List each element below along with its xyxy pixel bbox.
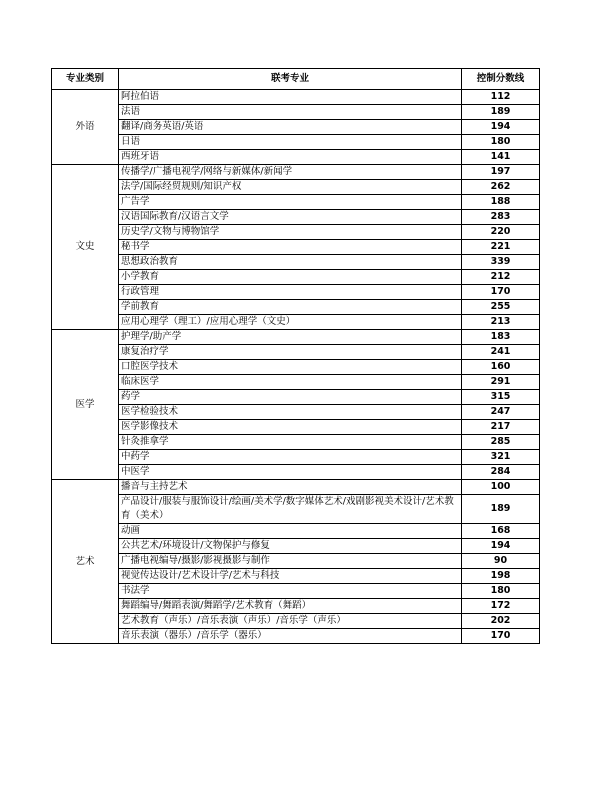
score-cell: 90 [462, 554, 540, 569]
major-cell: 药学 [119, 390, 462, 405]
score-cell: 315 [462, 390, 540, 405]
major-cell: 西班牙语 [119, 150, 462, 165]
score-cell: 141 [462, 150, 540, 165]
table-row [52, 584, 540, 599]
major-cell: 口腔医学技术 [119, 360, 462, 375]
score-table [51, 68, 540, 644]
header-major: 联考专业 [119, 69, 462, 90]
major-cell: 艺术教育（声乐）/音乐表演（声乐）/音乐学（声乐） [119, 614, 462, 629]
major-cell: 应用心理学（理工）/应用心理学（文史） [119, 315, 462, 330]
score-cell: 285 [462, 435, 540, 450]
table-row [52, 165, 540, 180]
category-cell: 艺术 [52, 480, 119, 644]
table-row [52, 90, 540, 105]
major-cell: 广告学 [119, 195, 462, 210]
table-row [52, 210, 540, 225]
major-cell: 翻译/商务英语/英语 [119, 120, 462, 135]
table-row [52, 390, 540, 405]
major-cell: 行政管理 [119, 285, 462, 300]
major-cell: 视觉传达设计/艺术设计学/艺术与科技 [119, 569, 462, 584]
score-cell: 283 [462, 210, 540, 225]
score-cell: 284 [462, 465, 540, 480]
table-row [52, 270, 540, 285]
table-row [52, 120, 540, 135]
major-cell: 医学影像技术 [119, 420, 462, 435]
score-cell: 189 [462, 105, 540, 120]
score-cell: 194 [462, 539, 540, 554]
major-cell: 中药学 [119, 450, 462, 465]
table-row [52, 285, 540, 300]
score-cell: 189 [462, 495, 540, 524]
major-cell: 产品设计/服装与服饰设计/绘画/美术学/数字媒体艺术/戏剧影视美术设计/艺术教育（美术） [119, 495, 462, 524]
table-row [52, 225, 540, 240]
major-cell: 传播学/广播电视学/网络与新媒体/新闻学 [119, 165, 462, 180]
major-cell: 播音与主持艺术 [119, 480, 462, 495]
score-cell: 221 [462, 240, 540, 255]
table-row [52, 345, 540, 360]
major-cell: 康复治疗学 [119, 345, 462, 360]
score-cell: 241 [462, 345, 540, 360]
major-cell: 日语 [119, 135, 462, 150]
score-cell: 172 [462, 599, 540, 614]
header-score: 控制分数线 [462, 69, 540, 90]
score-cell: 213 [462, 315, 540, 330]
major-cell: 临床医学 [119, 375, 462, 390]
score-cell: 112 [462, 90, 540, 105]
major-cell: 秘书学 [119, 240, 462, 255]
score-cell: 321 [462, 450, 540, 465]
table-row [52, 629, 540, 644]
table-row [52, 375, 540, 390]
major-cell: 护理学/助产学 [119, 330, 462, 345]
score-cell: 170 [462, 285, 540, 300]
table-row [52, 330, 540, 345]
table-row [52, 480, 540, 495]
score-cell: 194 [462, 120, 540, 135]
major-cell: 法语 [119, 105, 462, 120]
table-row [52, 554, 540, 569]
table-row [52, 539, 540, 554]
table-row [52, 255, 540, 270]
major-cell: 中医学 [119, 465, 462, 480]
score-cell: 180 [462, 584, 540, 599]
table-row [52, 240, 540, 255]
major-cell: 广播电视编导/摄影/影视摄影与制作 [119, 554, 462, 569]
major-cell: 汉语国际教育/汉语言文学 [119, 210, 462, 225]
major-cell: 动画 [119, 524, 462, 539]
table-row [52, 614, 540, 629]
score-cell: 188 [462, 195, 540, 210]
major-cell: 针灸推拿学 [119, 435, 462, 450]
table-row [52, 180, 540, 195]
category-cell: 外语 [52, 90, 119, 165]
table-row [52, 105, 540, 120]
score-cell: 198 [462, 569, 540, 584]
table-row [52, 450, 540, 465]
category-cell: 文史 [52, 165, 119, 330]
score-cell: 217 [462, 420, 540, 435]
score-cell: 197 [462, 165, 540, 180]
major-cell: 公共艺术/环境设计/文物保护与修复 [119, 539, 462, 554]
score-cell: 291 [462, 375, 540, 390]
score-cell: 212 [462, 270, 540, 285]
score-cell: 168 [462, 524, 540, 539]
table-row [52, 524, 540, 539]
table-row [52, 150, 540, 165]
table-row [52, 569, 540, 584]
major-cell: 学前教育 [119, 300, 462, 315]
table-row [52, 135, 540, 150]
category-cell: 医学 [52, 330, 119, 480]
score-cell: 247 [462, 405, 540, 420]
score-cell: 220 [462, 225, 540, 240]
table-row [52, 495, 540, 524]
score-cell: 170 [462, 629, 540, 644]
major-cell: 医学检验技术 [119, 405, 462, 420]
score-cell: 255 [462, 300, 540, 315]
table-row [52, 599, 540, 614]
score-cell: 262 [462, 180, 540, 195]
score-cell: 202 [462, 614, 540, 629]
score-cell: 100 [462, 480, 540, 495]
header-row [52, 69, 540, 90]
major-cell: 阿拉伯语 [119, 90, 462, 105]
table-row [52, 315, 540, 330]
table-row [52, 420, 540, 435]
table-row [52, 465, 540, 480]
score-cell: 183 [462, 330, 540, 345]
major-cell: 书法学 [119, 584, 462, 599]
score-cell: 160 [462, 360, 540, 375]
major-cell: 思想政治教育 [119, 255, 462, 270]
major-cell: 舞蹈编导/舞蹈表演/舞蹈学/艺术教育（舞蹈） [119, 599, 462, 614]
score-cell: 180 [462, 135, 540, 150]
table-row [52, 195, 540, 210]
table-body [52, 90, 540, 644]
score-cell: 339 [462, 255, 540, 270]
table-row [52, 405, 540, 420]
table-row [52, 360, 540, 375]
table-row [52, 435, 540, 450]
table-row [52, 300, 540, 315]
major-cell: 音乐表演（器乐）/音乐学（器乐） [119, 629, 462, 644]
major-cell: 小学教育 [119, 270, 462, 285]
header-category: 专业类别 [52, 69, 119, 90]
major-cell: 历史学/文物与博物馆学 [119, 225, 462, 240]
major-cell: 法学/国际经贸规则/知识产权 [119, 180, 462, 195]
